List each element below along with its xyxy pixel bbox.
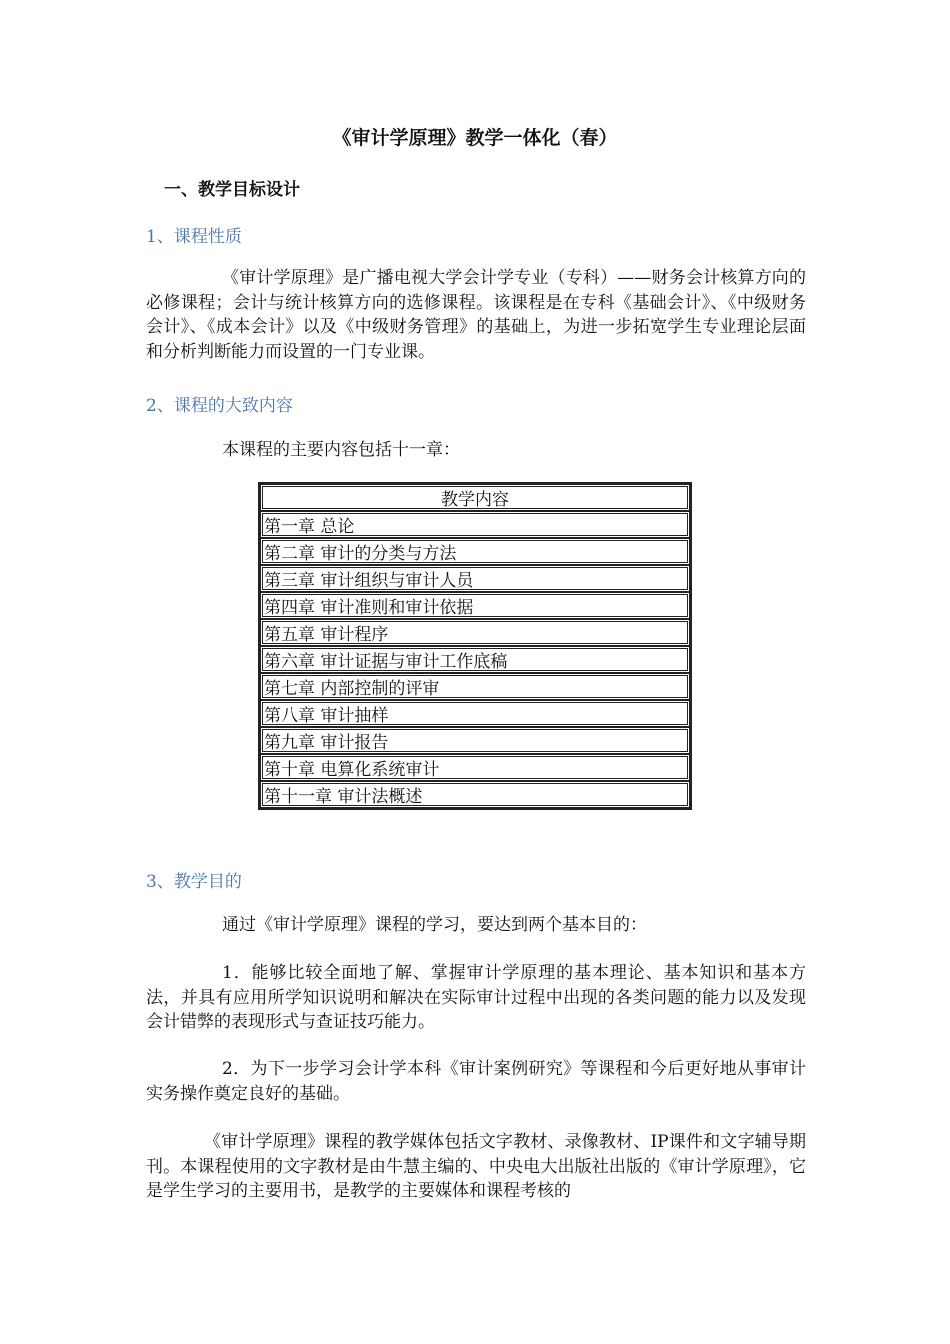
chapter-cell: 第四章 审计准则和审计依据	[260, 592, 690, 619]
table-row	[260, 565, 690, 592]
document-title: 《审计学原理》教学一体化（春）	[332, 127, 618, 149]
teaching-goal-1: 1．能够比较全面地了解、掌握审计学原理的基本理论、基本知识和基本方法，并具有应用所学知识说明和解决在实际审计过程中出现的各类问题的能力以及发现会计错弊的表现形式与查证技巧能力。	[146, 963, 806, 1032]
course-nature-paragraph: 《审计学原理》是广播电视大学会计学专业（专科）——财务会计核算方向的必修课程；会计与统计核算方向的选修课程。该课程是在专科《基础会计》、《中级财务会计》、《成本会计》以及《中级财务管理》的基础上，为进一步拓宽学生专业理论层面和分析判断能力而设置的一门专业课。	[146, 268, 806, 362]
table-row	[260, 700, 690, 727]
subheading-course-content: 2、课程的大致内容	[146, 396, 293, 416]
chapter-cell: 第七章 内部控制的评审	[260, 673, 690, 700]
chapter-cell: 第一章 总论	[260, 511, 690, 538]
chapter-cell: 第八章 审计抽样	[260, 700, 690, 727]
table-row	[260, 754, 690, 781]
table-row	[260, 538, 690, 565]
teaching-media-paragraph: 《审计学原理》课程的教学媒体包括文字教材、录像教材、IP课件和文字辅导期刊。本课程使用的文字教材是由牛慧主编的、中央电大出版社出版的《审计学原理》，它是学生学习的主要用书，是教学的主要媒体和课程考核的	[146, 1132, 806, 1201]
subheading-course-nature: 1、课程性质	[146, 227, 242, 247]
subheading-teaching-goals: 3、教学目的	[146, 872, 242, 892]
table-row	[260, 781, 690, 808]
teaching-goals-intro: 通过《审计学原理》课程的学习，要达到两个基本目的：	[222, 915, 647, 935]
table-row	[260, 511, 690, 538]
chapter-cell: 第九章 审计报告	[260, 727, 690, 754]
section-heading-objectives: 一、教学目标设计	[164, 180, 300, 200]
chapter-cell: 第十一章 审计法概述	[260, 781, 690, 808]
course-content-intro: 本课程的主要内容包括十一章：	[222, 440, 460, 460]
table-row	[260, 619, 690, 646]
table-row	[260, 673, 690, 700]
table-row	[260, 646, 690, 673]
chapter-cell: 第六章 审计证据与审计工作底稿	[260, 646, 690, 673]
chapter-cell: 第二章 审计的分类与方法	[260, 538, 690, 565]
table-row	[260, 727, 690, 754]
chapter-cell: 第十章 电算化系统审计	[260, 754, 690, 781]
table-row	[260, 592, 690, 619]
chapter-cell: 第三章 审计组织与审计人员	[260, 565, 690, 592]
chapter-table	[258, 482, 692, 810]
teaching-goal-2: 2．为下一步学习会计学本科《审计案例研究》等课程和今后更好地从事审计实务操作奠定良好的基础。	[146, 1059, 806, 1104]
table-header-row	[260, 484, 690, 511]
chapter-cell: 第五章 审计程序	[260, 619, 690, 646]
table-header-cell: 教学内容	[260, 484, 690, 511]
